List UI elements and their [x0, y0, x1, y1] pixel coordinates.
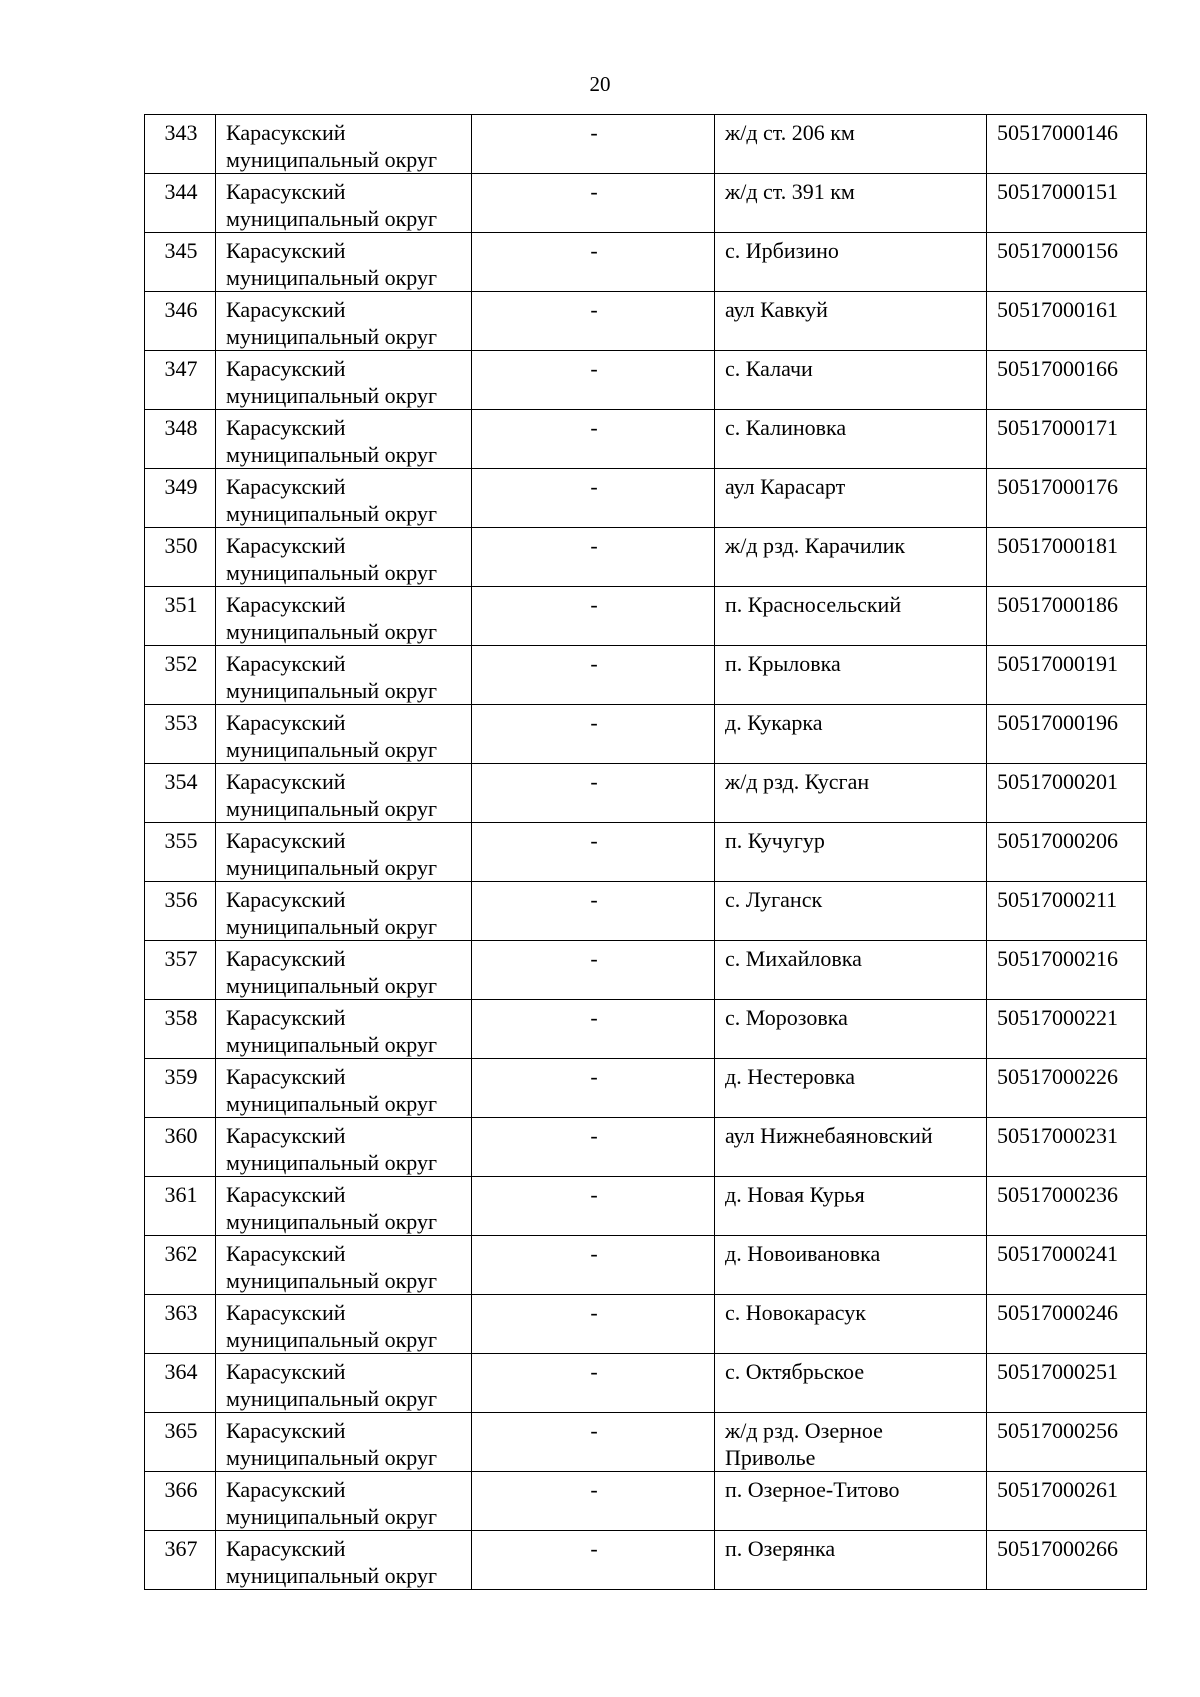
dash-cell: -: [472, 1059, 715, 1118]
settlement-cell: ж/д рзд. Озерное Приволье: [715, 1413, 987, 1472]
oktmo-code-cell: 50517000246: [987, 1295, 1147, 1354]
row-number-cell: 357: [145, 941, 216, 1000]
table-row: [145, 1472, 1147, 1531]
row-number-cell: 352: [145, 646, 216, 705]
row-number-cell: 367: [145, 1531, 216, 1590]
district-cell: Карасукский муниципальный округ: [216, 646, 472, 705]
oktmo-code-cell: 50517000266: [987, 1531, 1147, 1590]
row-number-cell: 343: [145, 115, 216, 174]
table-row: [145, 1059, 1147, 1118]
table-row: [145, 941, 1147, 1000]
dash-cell: -: [472, 1531, 715, 1590]
oktmo-code-cell: 50517000166: [987, 351, 1147, 410]
table-body: [145, 115, 1147, 1590]
oktmo-code-cell: 50517000181: [987, 528, 1147, 587]
table-row: [145, 705, 1147, 764]
district-cell: Карасукский муниципальный округ: [216, 292, 472, 351]
settlement-cell: ж/д ст. 391 км: [715, 174, 987, 233]
table-row: [145, 469, 1147, 528]
settlement-cell: ж/д ст. 206 км: [715, 115, 987, 174]
oktmo-code-cell: 50517000161: [987, 292, 1147, 351]
settlement-cell: д. Новая Курья: [715, 1177, 987, 1236]
settlement-cell: с. Луганск: [715, 882, 987, 941]
row-number-cell: 355: [145, 823, 216, 882]
district-cell: Карасукский муниципальный округ: [216, 233, 472, 292]
row-number-cell: 356: [145, 882, 216, 941]
district-cell: Карасукский муниципальный округ: [216, 1413, 472, 1472]
table-row: [145, 410, 1147, 469]
district-cell: Карасукский муниципальный округ: [216, 1059, 472, 1118]
oktmo-code-cell: 50517000226: [987, 1059, 1147, 1118]
district-cell: Карасукский муниципальный округ: [216, 1177, 472, 1236]
dash-cell: -: [472, 1472, 715, 1531]
dash-cell: -: [472, 115, 715, 174]
row-number-cell: 365: [145, 1413, 216, 1472]
dash-cell: -: [472, 941, 715, 1000]
table-row: [145, 1118, 1147, 1177]
oktmo-code-cell: 50517000261: [987, 1472, 1147, 1531]
settlement-cell: аул Нижнебаяновский: [715, 1118, 987, 1177]
district-cell: Карасукский муниципальный округ: [216, 1531, 472, 1590]
district-cell: Карасукский муниципальный округ: [216, 1295, 472, 1354]
oktmo-code-cell: 50517000171: [987, 410, 1147, 469]
dash-cell: -: [472, 351, 715, 410]
row-number-cell: 359: [145, 1059, 216, 1118]
table-row: [145, 587, 1147, 646]
oktmo-code-cell: 50517000186: [987, 587, 1147, 646]
table-row: [145, 351, 1147, 410]
settlement-cell: аул Кавкуй: [715, 292, 987, 351]
dash-cell: -: [472, 705, 715, 764]
dash-cell: -: [472, 764, 715, 823]
settlement-cell: п. Красносельский: [715, 587, 987, 646]
settlement-cell: п. Озерное-Титово: [715, 1472, 987, 1531]
district-cell: Карасукский муниципальный округ: [216, 764, 472, 823]
settlement-cell: с. Октябрьское: [715, 1354, 987, 1413]
table-row: [145, 1236, 1147, 1295]
row-number-cell: 358: [145, 1000, 216, 1059]
row-number-cell: 363: [145, 1295, 216, 1354]
table-row: [145, 1295, 1147, 1354]
dash-cell: -: [472, 882, 715, 941]
district-cell: Карасукский муниципальный округ: [216, 823, 472, 882]
dash-cell: -: [472, 528, 715, 587]
table-row: [145, 292, 1147, 351]
table-row: [145, 174, 1147, 233]
district-cell: Карасукский муниципальный округ: [216, 882, 472, 941]
row-number-cell: 349: [145, 469, 216, 528]
district-cell: Карасукский муниципальный округ: [216, 1354, 472, 1413]
district-cell: Карасукский муниципальный округ: [216, 174, 472, 233]
settlement-cell: ж/д рзд. Карачилик: [715, 528, 987, 587]
settlements-table: [144, 114, 1147, 1590]
settlement-cell: с. Михайловка: [715, 941, 987, 1000]
dash-cell: -: [472, 469, 715, 528]
dash-cell: -: [472, 1236, 715, 1295]
oktmo-code-cell: 50517000201: [987, 764, 1147, 823]
table-row: [145, 1000, 1147, 1059]
dash-cell: -: [472, 1413, 715, 1472]
table-row: [145, 1354, 1147, 1413]
settlement-cell: аул Карасарт: [715, 469, 987, 528]
row-number-cell: 350: [145, 528, 216, 587]
row-number-cell: 364: [145, 1354, 216, 1413]
dash-cell: -: [472, 410, 715, 469]
row-number-cell: 361: [145, 1177, 216, 1236]
oktmo-code-cell: 50517000231: [987, 1118, 1147, 1177]
district-cell: Карасукский муниципальный округ: [216, 1236, 472, 1295]
oktmo-code-cell: 50517000191: [987, 646, 1147, 705]
district-cell: Карасукский муниципальный округ: [216, 587, 472, 646]
table-row: [145, 764, 1147, 823]
district-cell: Карасукский муниципальный округ: [216, 941, 472, 1000]
oktmo-code-cell: 50517000241: [987, 1236, 1147, 1295]
dash-cell: -: [472, 1177, 715, 1236]
oktmo-code-cell: 50517000211: [987, 882, 1147, 941]
district-cell: Карасукский муниципальный округ: [216, 351, 472, 410]
table-row: [145, 528, 1147, 587]
district-cell: Карасукский муниципальный округ: [216, 410, 472, 469]
row-number-cell: 354: [145, 764, 216, 823]
page-number: 20: [589, 72, 611, 96]
dash-cell: -: [472, 587, 715, 646]
row-number-cell: 360: [145, 1118, 216, 1177]
table-row: [145, 115, 1147, 174]
settlement-cell: п. Озерянка: [715, 1531, 987, 1590]
row-number-cell: 366: [145, 1472, 216, 1531]
oktmo-code-cell: 50517000151: [987, 174, 1147, 233]
table-row: [145, 882, 1147, 941]
oktmo-code-cell: 50517000236: [987, 1177, 1147, 1236]
row-number-cell: 345: [145, 233, 216, 292]
dash-cell: -: [472, 646, 715, 705]
oktmo-code-cell: 50517000196: [987, 705, 1147, 764]
settlement-cell: с. Калачи: [715, 351, 987, 410]
settlement-cell: с. Калиновка: [715, 410, 987, 469]
table-row: [145, 1531, 1147, 1590]
settlement-cell: п. Крыловка: [715, 646, 987, 705]
settlement-cell: с. Ирбизино: [715, 233, 987, 292]
district-cell: Карасукский муниципальный округ: [216, 1472, 472, 1531]
district-cell: Карасукский муниципальный округ: [216, 469, 472, 528]
settlement-cell: д. Нестеровка: [715, 1059, 987, 1118]
row-number-cell: 351: [145, 587, 216, 646]
table-row: [145, 1413, 1147, 1472]
oktmo-code-cell: 50517000156: [987, 233, 1147, 292]
settlement-cell: с. Новокарасук: [715, 1295, 987, 1354]
table-row: [145, 1177, 1147, 1236]
oktmo-code-cell: 50517000206: [987, 823, 1147, 882]
row-number-cell: 353: [145, 705, 216, 764]
dash-cell: -: [472, 1118, 715, 1177]
row-number-cell: 362: [145, 1236, 216, 1295]
oktmo-code-cell: 50517000256: [987, 1413, 1147, 1472]
row-number-cell: 347: [145, 351, 216, 410]
district-cell: Карасукский муниципальный округ: [216, 705, 472, 764]
settlement-cell: д. Новоивановка: [715, 1236, 987, 1295]
row-number-cell: 346: [145, 292, 216, 351]
table-row: [145, 646, 1147, 705]
dash-cell: -: [472, 1295, 715, 1354]
oktmo-code-cell: 50517000176: [987, 469, 1147, 528]
dash-cell: -: [472, 233, 715, 292]
table-row: [145, 823, 1147, 882]
district-cell: Карасукский муниципальный округ: [216, 1118, 472, 1177]
table-row: [145, 233, 1147, 292]
oktmo-code-cell: 50517000221: [987, 1000, 1147, 1059]
oktmo-code-cell: 50517000146: [987, 115, 1147, 174]
row-number-cell: 348: [145, 410, 216, 469]
dash-cell: -: [472, 1000, 715, 1059]
settlement-cell: д. Кукарка: [715, 705, 987, 764]
row-number-cell: 344: [145, 174, 216, 233]
settlement-cell: с. Морозовка: [715, 1000, 987, 1059]
dash-cell: -: [472, 292, 715, 351]
oktmo-code-cell: 50517000251: [987, 1354, 1147, 1413]
settlement-cell: п. Кучугур: [715, 823, 987, 882]
district-cell: Карасукский муниципальный округ: [216, 1000, 472, 1059]
district-cell: Карасукский муниципальный округ: [216, 528, 472, 587]
dash-cell: -: [472, 174, 715, 233]
district-cell: Карасукский муниципальный округ: [216, 115, 472, 174]
dash-cell: -: [472, 823, 715, 882]
dash-cell: -: [472, 1354, 715, 1413]
settlement-cell: ж/д рзд. Кусган: [715, 764, 987, 823]
oktmo-code-cell: 50517000216: [987, 941, 1147, 1000]
